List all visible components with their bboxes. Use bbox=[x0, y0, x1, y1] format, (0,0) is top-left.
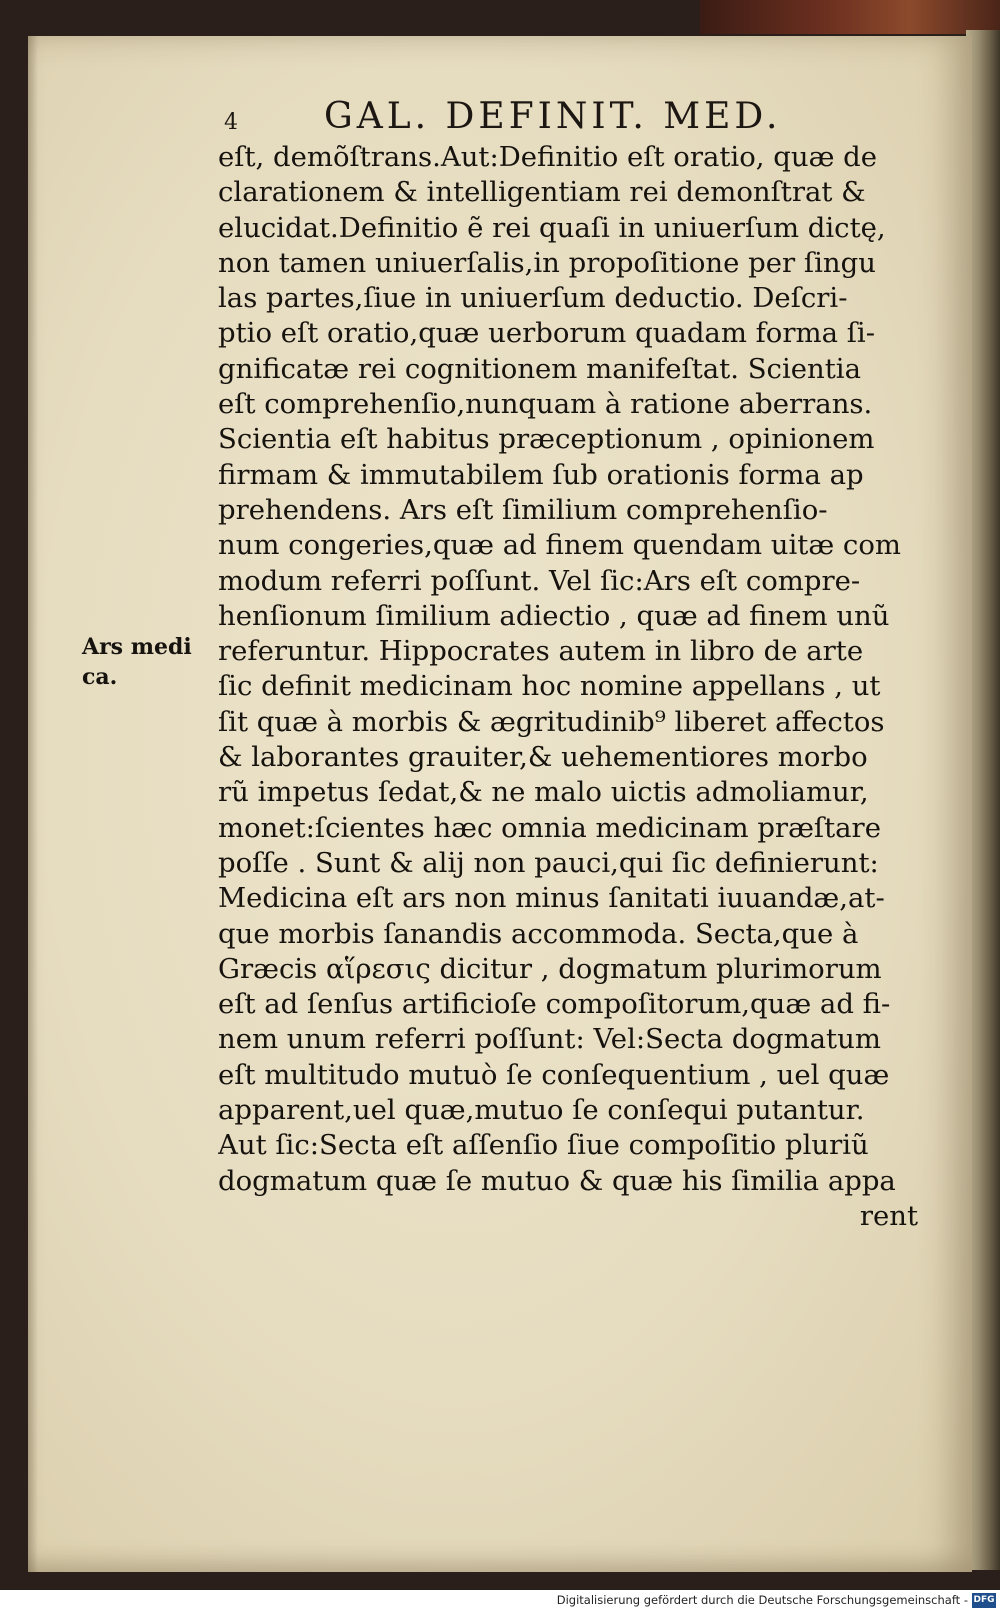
footer-credit: Digitalisierung gefördert durch die Deutsche Forschungsgemeinschaft - bbox=[556, 1593, 968, 1607]
body-text bbox=[218, 140, 938, 1234]
text-line: referuntur. Hippocrates autem in libro de arte bbox=[218, 635, 864, 668]
footer-bar bbox=[0, 1590, 1000, 1613]
text-line: Medicina eſt ars non minus ſanitati iuuandæ,at- bbox=[218, 882, 885, 915]
text-line: gnificatæ rei cognitionem manifeſtat. Scientia bbox=[218, 352, 861, 385]
text-line: eſt multitudo mutuò ſe conſequentium , uel quæ bbox=[218, 1058, 890, 1091]
catchword: rent bbox=[859, 1199, 918, 1232]
text-line: henſionum ſimilium adiectio , quæ ad finem unũ bbox=[218, 599, 890, 632]
text-line: ſit quæ à morbis & ægritudinib⁹ liberet affectos bbox=[218, 705, 885, 738]
text-line: firmam & immutabilem ſub orationis forma ap bbox=[218, 458, 864, 491]
text-line: Aut ſic:Secta eſt aſſenſio ſiue compoſitio pluriũ bbox=[218, 1129, 869, 1162]
text-line: dogmatum quæ ſe mutuo & quæ his ſimilia appa bbox=[218, 1164, 896, 1197]
text-line: Græcis αἵρεσις dicitur , dogmatum plurimorum bbox=[218, 952, 882, 985]
text-line: eſt, demõſtrans.Aut:Definitio eſt oratio, quæ de bbox=[218, 141, 878, 173]
text-line: non tamen uniuerſalis,in propoſitione per ſingu bbox=[218, 246, 876, 279]
text-line: clarationem & intelligentiam rei demonſtrat & bbox=[218, 176, 866, 209]
text-line: ſic definit medicinam hoc nomine appellans , ut bbox=[218, 670, 881, 703]
text-line: ptio eſt oratio,quæ uerborum quadam forma ſi- bbox=[218, 317, 875, 350]
running-title: GAL. DEFINIT. MED. bbox=[324, 96, 782, 137]
text-line: que morbis ſanandis accommoda. Secta,que à bbox=[218, 917, 859, 950]
page-header bbox=[220, 96, 940, 142]
text-line: nem unum referri poſſunt: Vel:Secta dogmatum bbox=[218, 1023, 881, 1056]
text-line: eſt comprehenſio,nunquam à ratione aberrans. bbox=[218, 388, 873, 421]
text-line: modum referri poſſunt. Vel ſic:Ars eſt compre- bbox=[218, 564, 861, 597]
text-line: prehendens. Ars eſt ſimilium comprehenſio- bbox=[218, 493, 828, 526]
marginal-note bbox=[82, 632, 212, 692]
text-line: num congeries,quæ ad finem quendam uitæ com bbox=[218, 529, 901, 562]
binding-leather bbox=[700, 0, 1000, 34]
gutter-shadow bbox=[28, 36, 38, 1572]
marginal-note-line: ca. bbox=[82, 664, 118, 690]
text-line: las partes,ſiue in uniuerſum deductio. Deſcri- bbox=[218, 282, 848, 315]
page-number: 4 bbox=[224, 110, 238, 135]
marginal-note-line: Ars medi bbox=[82, 634, 192, 660]
text-line: apparent,uel quæ,mutuo ſe conſequi putantur. bbox=[218, 1094, 865, 1127]
text-line: monet:ſcientes hæc omnia medicinam præſtare bbox=[218, 811, 881, 844]
text-line: rũ impetus ſedat,& ne malo uictis admoliamur, bbox=[218, 776, 869, 809]
text-line: & laborantes grauiter,& uehementiores morbo bbox=[218, 741, 868, 774]
text-line: Scientia eſt habitus præceptionum , opinionem bbox=[218, 423, 875, 456]
text-line: elucidat.Definitio ẽ rei quaſi in uniuerſum dictę, bbox=[218, 211, 886, 244]
text-line: poſſe . Sunt & alij non pauci,qui ſic definierunt: bbox=[218, 846, 879, 879]
text-line: eſt ad ſenſus artificioſe compoſitorum,quæ ad fi- bbox=[218, 988, 891, 1021]
dfg-logo: DFG bbox=[972, 1593, 996, 1608]
